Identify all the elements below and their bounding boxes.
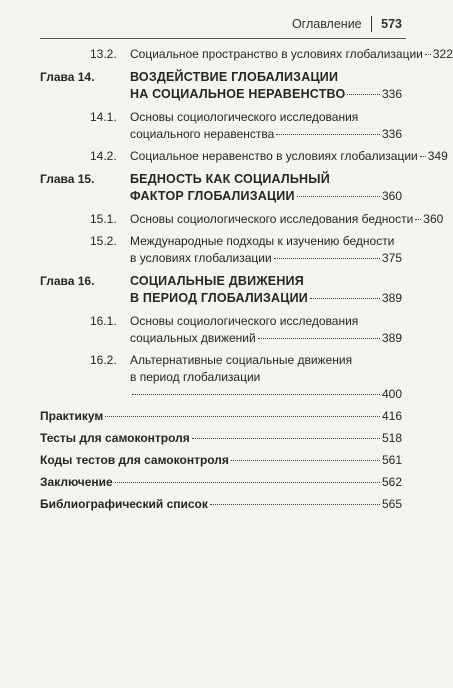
entry-title: социального неравенства: [130, 127, 275, 141]
entry-body: [130, 313, 402, 347]
entry-title: в период глобализации: [130, 370, 261, 384]
dot-leader: [210, 504, 380, 505]
toc-entry-backmatter[interactable]: [40, 430, 402, 447]
chapter-label: Глава 14.: [40, 70, 95, 84]
entry-page: 360: [381, 189, 402, 203]
entry-title: Социальное пространство в условиях глобализации: [130, 47, 423, 61]
entry-title: Заключение: [40, 475, 113, 489]
entry-page: 389: [381, 291, 402, 305]
entry-line: [130, 386, 402, 403]
dot-leader: [310, 298, 380, 299]
dot-leader: [420, 156, 426, 157]
header-separator: [371, 16, 373, 32]
toc-entry-chapter[interactable]: [40, 273, 402, 307]
running-header: [292, 16, 402, 32]
entry-line: [130, 148, 448, 165]
section-number: 15.2.: [90, 234, 117, 248]
toc-entry-section[interactable]: [40, 233, 402, 267]
page-number: 573: [381, 17, 402, 31]
entry-body: [130, 352, 402, 403]
entry-title: Коды тестов для самоконтроля: [40, 453, 229, 467]
entry-line: [130, 69, 402, 86]
dot-leader: [192, 438, 380, 439]
entry-line: [130, 211, 443, 228]
section-number: 14.2.: [90, 149, 117, 163]
entry-line: [130, 46, 453, 63]
entry-line: [130, 369, 402, 386]
entry-title: Тесты для самоконтроля: [40, 431, 190, 445]
toc-entry-backmatter[interactable]: [40, 496, 402, 513]
entry-body: [130, 148, 448, 165]
entry-title: ФАКТОР ГЛОБАЛИЗАЦИИ: [130, 189, 295, 203]
entry-title: Основы социологического исследования: [130, 110, 359, 124]
toc-entry-backmatter[interactable]: [40, 408, 402, 425]
section-number: 15.1.: [90, 212, 117, 226]
entry-page: 416: [381, 409, 402, 423]
entry-line: [130, 86, 402, 103]
entry-title: Основы социологического исследования: [130, 314, 359, 328]
entry-page: 375: [381, 251, 402, 265]
entry-title: ВОЗДЕЙСТВИЕ ГЛОБАЛИЗАЦИИ: [130, 70, 339, 84]
section-number: 16.2.: [90, 353, 117, 367]
toc-entry-section[interactable]: [40, 211, 444, 228]
entry-title: НА СОЦИАЛЬНОЕ НЕРАВЕНСТВО: [130, 87, 346, 101]
entry-page: 322: [432, 47, 453, 61]
entry-page: 561: [381, 453, 402, 467]
entry-title: Основы социологического исследования бедности: [130, 212, 414, 226]
table-of-contents: [40, 46, 453, 513]
entry-line: [130, 171, 402, 188]
entry-line: [130, 250, 402, 267]
entry-line: [130, 352, 402, 369]
section-number: 16.1.: [90, 314, 117, 328]
entry-line: [130, 290, 402, 307]
entry-body: [130, 233, 402, 267]
entry-page: 336: [381, 87, 402, 101]
entry-body: [130, 211, 443, 228]
dot-leader: [274, 258, 380, 259]
entry-line: [130, 273, 402, 290]
toc-entry-section[interactable]: [40, 148, 448, 165]
chapter-label: Глава 15.: [40, 172, 95, 186]
toc-entry-chapter[interactable]: [40, 171, 402, 205]
dot-leader: [105, 416, 380, 417]
entry-line: [130, 313, 402, 330]
section-number: 14.1.: [90, 110, 117, 124]
header-rule: [40, 38, 406, 39]
entry-line: [130, 233, 402, 250]
entry-title: Библиографический список: [40, 497, 208, 511]
toc-entry-chapter[interactable]: [40, 69, 402, 103]
entry-page: 565: [381, 497, 402, 511]
entry-title: в условиях глобализации: [130, 251, 272, 265]
dot-leader: [415, 219, 421, 220]
entry-line: [130, 126, 402, 143]
entry-page: 518: [381, 431, 402, 445]
dot-leader: [297, 196, 380, 197]
entry-title: Практикум: [40, 409, 104, 423]
dot-leader: [276, 134, 380, 135]
entry-title: БЕДНОСТЬ КАК СОЦИАЛЬНЫЙ: [130, 172, 330, 186]
toc-entry-section[interactable]: [40, 46, 453, 63]
toc-entry-backmatter[interactable]: [40, 474, 402, 491]
chapter-label: Глава 16.: [40, 274, 95, 288]
entry-body: [130, 171, 402, 205]
toc-entry-section[interactable]: [40, 109, 402, 143]
dot-leader: [425, 54, 431, 55]
entry-title: В ПЕРИОД ГЛОБАЛИЗАЦИИ: [130, 291, 308, 305]
entry-title: Альтернативные социальные движения: [130, 353, 353, 367]
entry-page: 389: [381, 331, 402, 345]
entry-body: [130, 109, 402, 143]
dot-leader: [231, 460, 380, 461]
entry-title: СОЦИАЛЬНЫЕ ДВИЖЕНИЯ: [130, 274, 304, 288]
entry-page: 562: [381, 475, 402, 489]
dot-leader: [258, 338, 380, 339]
section-number: 13.2.: [90, 47, 117, 61]
entry-line: [130, 330, 402, 347]
entry-line: [130, 109, 402, 126]
entry-body: [130, 273, 402, 307]
entry-page: 349: [427, 149, 448, 163]
entry-title: Социальное неравенство в условиях глобализации: [130, 149, 418, 163]
dot-leader: [347, 94, 380, 95]
entry-title: социальных движений: [130, 331, 256, 345]
entry-body: [130, 69, 402, 103]
toc-entry-backmatter[interactable]: [40, 452, 402, 469]
toc-entry-section[interactable]: [40, 313, 402, 347]
entry-line: [130, 188, 402, 205]
entry-page: 360: [423, 212, 444, 226]
entry-title: Международные подходы к изучению бедности: [130, 234, 395, 248]
dot-leader: [115, 482, 380, 483]
entry-page: 400: [381, 387, 402, 401]
toc-entry-section[interactable]: [40, 352, 402, 403]
entry-body: [130, 46, 453, 63]
header-title: Оглавление: [291, 17, 362, 31]
entry-page: 336: [381, 127, 402, 141]
dot-leader: [132, 394, 380, 395]
